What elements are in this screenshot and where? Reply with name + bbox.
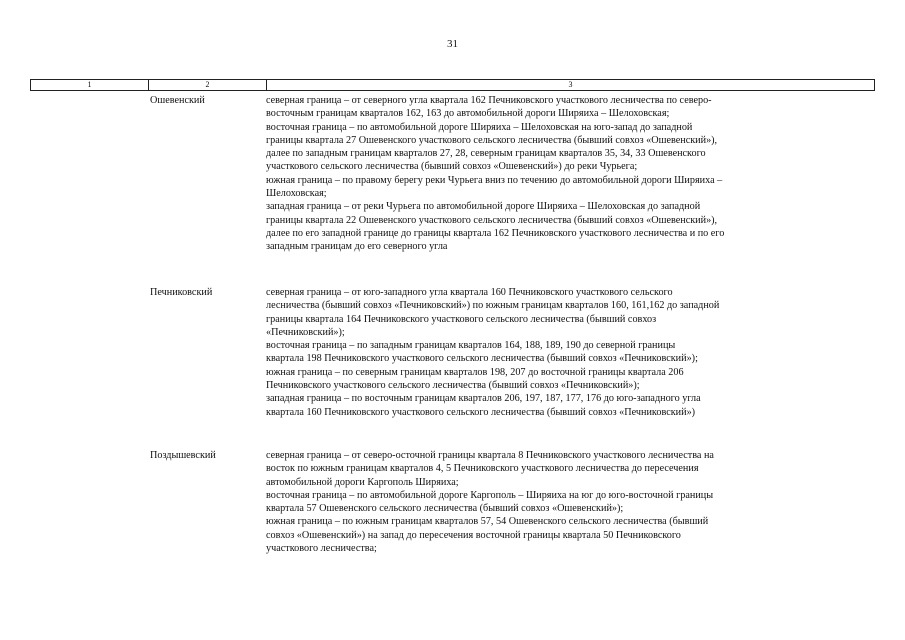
description-line: лесничества (бывший совхоз «Печниковский») по южным границам кварталов 160, 161,162 до западной	[266, 300, 720, 312]
table-header-row	[30, 79, 875, 91]
description-line: границы квартала 164 Печниковского участкового сельского лесничества (бывший совхоз	[266, 313, 657, 325]
description-line: восточная граница – по автомобильной дороге Каргополь – Ширяиха на юг до юго-восточной границы	[266, 489, 714, 501]
description-line: совхоз «Ошевенский») на запад до пересечения восточной границы квартала 50 Печниковского	[266, 529, 681, 541]
settlement-name: Поздышевский	[150, 450, 216, 461]
header-cell-2: 2	[149, 80, 267, 90]
header-cell-1: 1	[31, 80, 149, 90]
description-line: южная граница – по южным границам кварталов 57, 54 Ошевенского сельского лесничества (бывший	[266, 516, 709, 528]
description-line: восточная граница – по западным границам кварталов 164, 188, 189, 190 до северной границы	[266, 340, 676, 352]
boundary-description	[266, 94, 866, 254]
boundary-description	[266, 449, 866, 555]
description-line: далее по его западной границе до границы квартала 162 Печниковского участкового лесничества и по его	[266, 227, 725, 239]
header-cell-3: 3	[568, 80, 573, 89]
description-line: квартала 57 Ошевенского сельского лесничества (бывший совхоз «Ошевенский»);	[266, 503, 624, 515]
description-line: участкового лесничества;	[266, 543, 377, 555]
description-line: западным границам до его северного угла	[266, 241, 448, 253]
description-line: автомобильной дороги Каргополь Ширяиха;	[266, 476, 459, 488]
description-line: северная граница – от северо-осточной границы квартала 8 Печниковского участкового лесничества на	[266, 450, 714, 461]
description-line: границы квартала 27 Ошевенского участкового сельского лесничества (бывший совхоз «Ошевенский»),	[266, 134, 718, 146]
description-line: квартала 160 Печниковского участкового сельского лесничества (бывший совхоз «Печниковский»)	[266, 406, 696, 418]
settlement-name: Ошевенский	[150, 95, 205, 106]
description-line: южная граница – по северным границам кварталов 198, 207 до восточной границы квартала 206	[266, 366, 684, 378]
description-line: квартала 198 Печниковского участкового сельского лесничества (бывший совхоз «Печниковский»);	[266, 353, 698, 365]
description-line: восточная граница – по автомобильной дороге Ширяиха – Шелоховская на юго-запад до западной	[266, 121, 693, 133]
description-line: «Печниковский»);	[266, 326, 345, 338]
description-line: восток по южным границам кварталов 4, 5 Печниковского участкового лесничества до пересечения	[266, 463, 699, 475]
description-line: Печниковского участкового сельского лесничества (бывший совхоз «Печниковский»);	[266, 380, 640, 392]
description-line: северная граница – от северного угла квартала 162 Печниковского участкового лесничества по северо-	[266, 95, 712, 106]
description-line: восточным границам кварталов 162, 163 до автомобильной дороги Ширяиха – Шелоховская;	[266, 108, 670, 120]
description-line: границы квартала 22 Ошевенского участкового сельского лесничества (бывший совхоз «Ошевенский»),	[266, 214, 718, 226]
settlement-name: Печниковский	[150, 287, 213, 298]
description-line: участкового сельского лесничества (бывший совхоз «Ошевенский») до реки Чурьега;	[266, 161, 638, 173]
description-line: северная граница – от юго-западного угла квартала 160 Печниковского участкового сельского	[266, 287, 673, 298]
description-line: западная граница – по восточным границам кварталов 206, 197, 187, 177, 176 до юго-западного угла	[266, 393, 701, 405]
description-line: далее по западным границам кварталов 27, 28, северным границам кварталов 35, 34, 33 Ошевенского	[266, 148, 706, 160]
description-line: южная граница – по правому берегу реки Чурьега вниз по течению до автомобильной дороги Ширяиха –	[266, 174, 723, 186]
page-number: 31	[447, 38, 458, 50]
boundary-description	[266, 286, 866, 419]
description-line: Шелоховская;	[266, 188, 327, 200]
description-line: западная граница – от реки Чурьега по автомобильной дороге Ширяиха – Шелоховская до западной	[266, 201, 701, 213]
